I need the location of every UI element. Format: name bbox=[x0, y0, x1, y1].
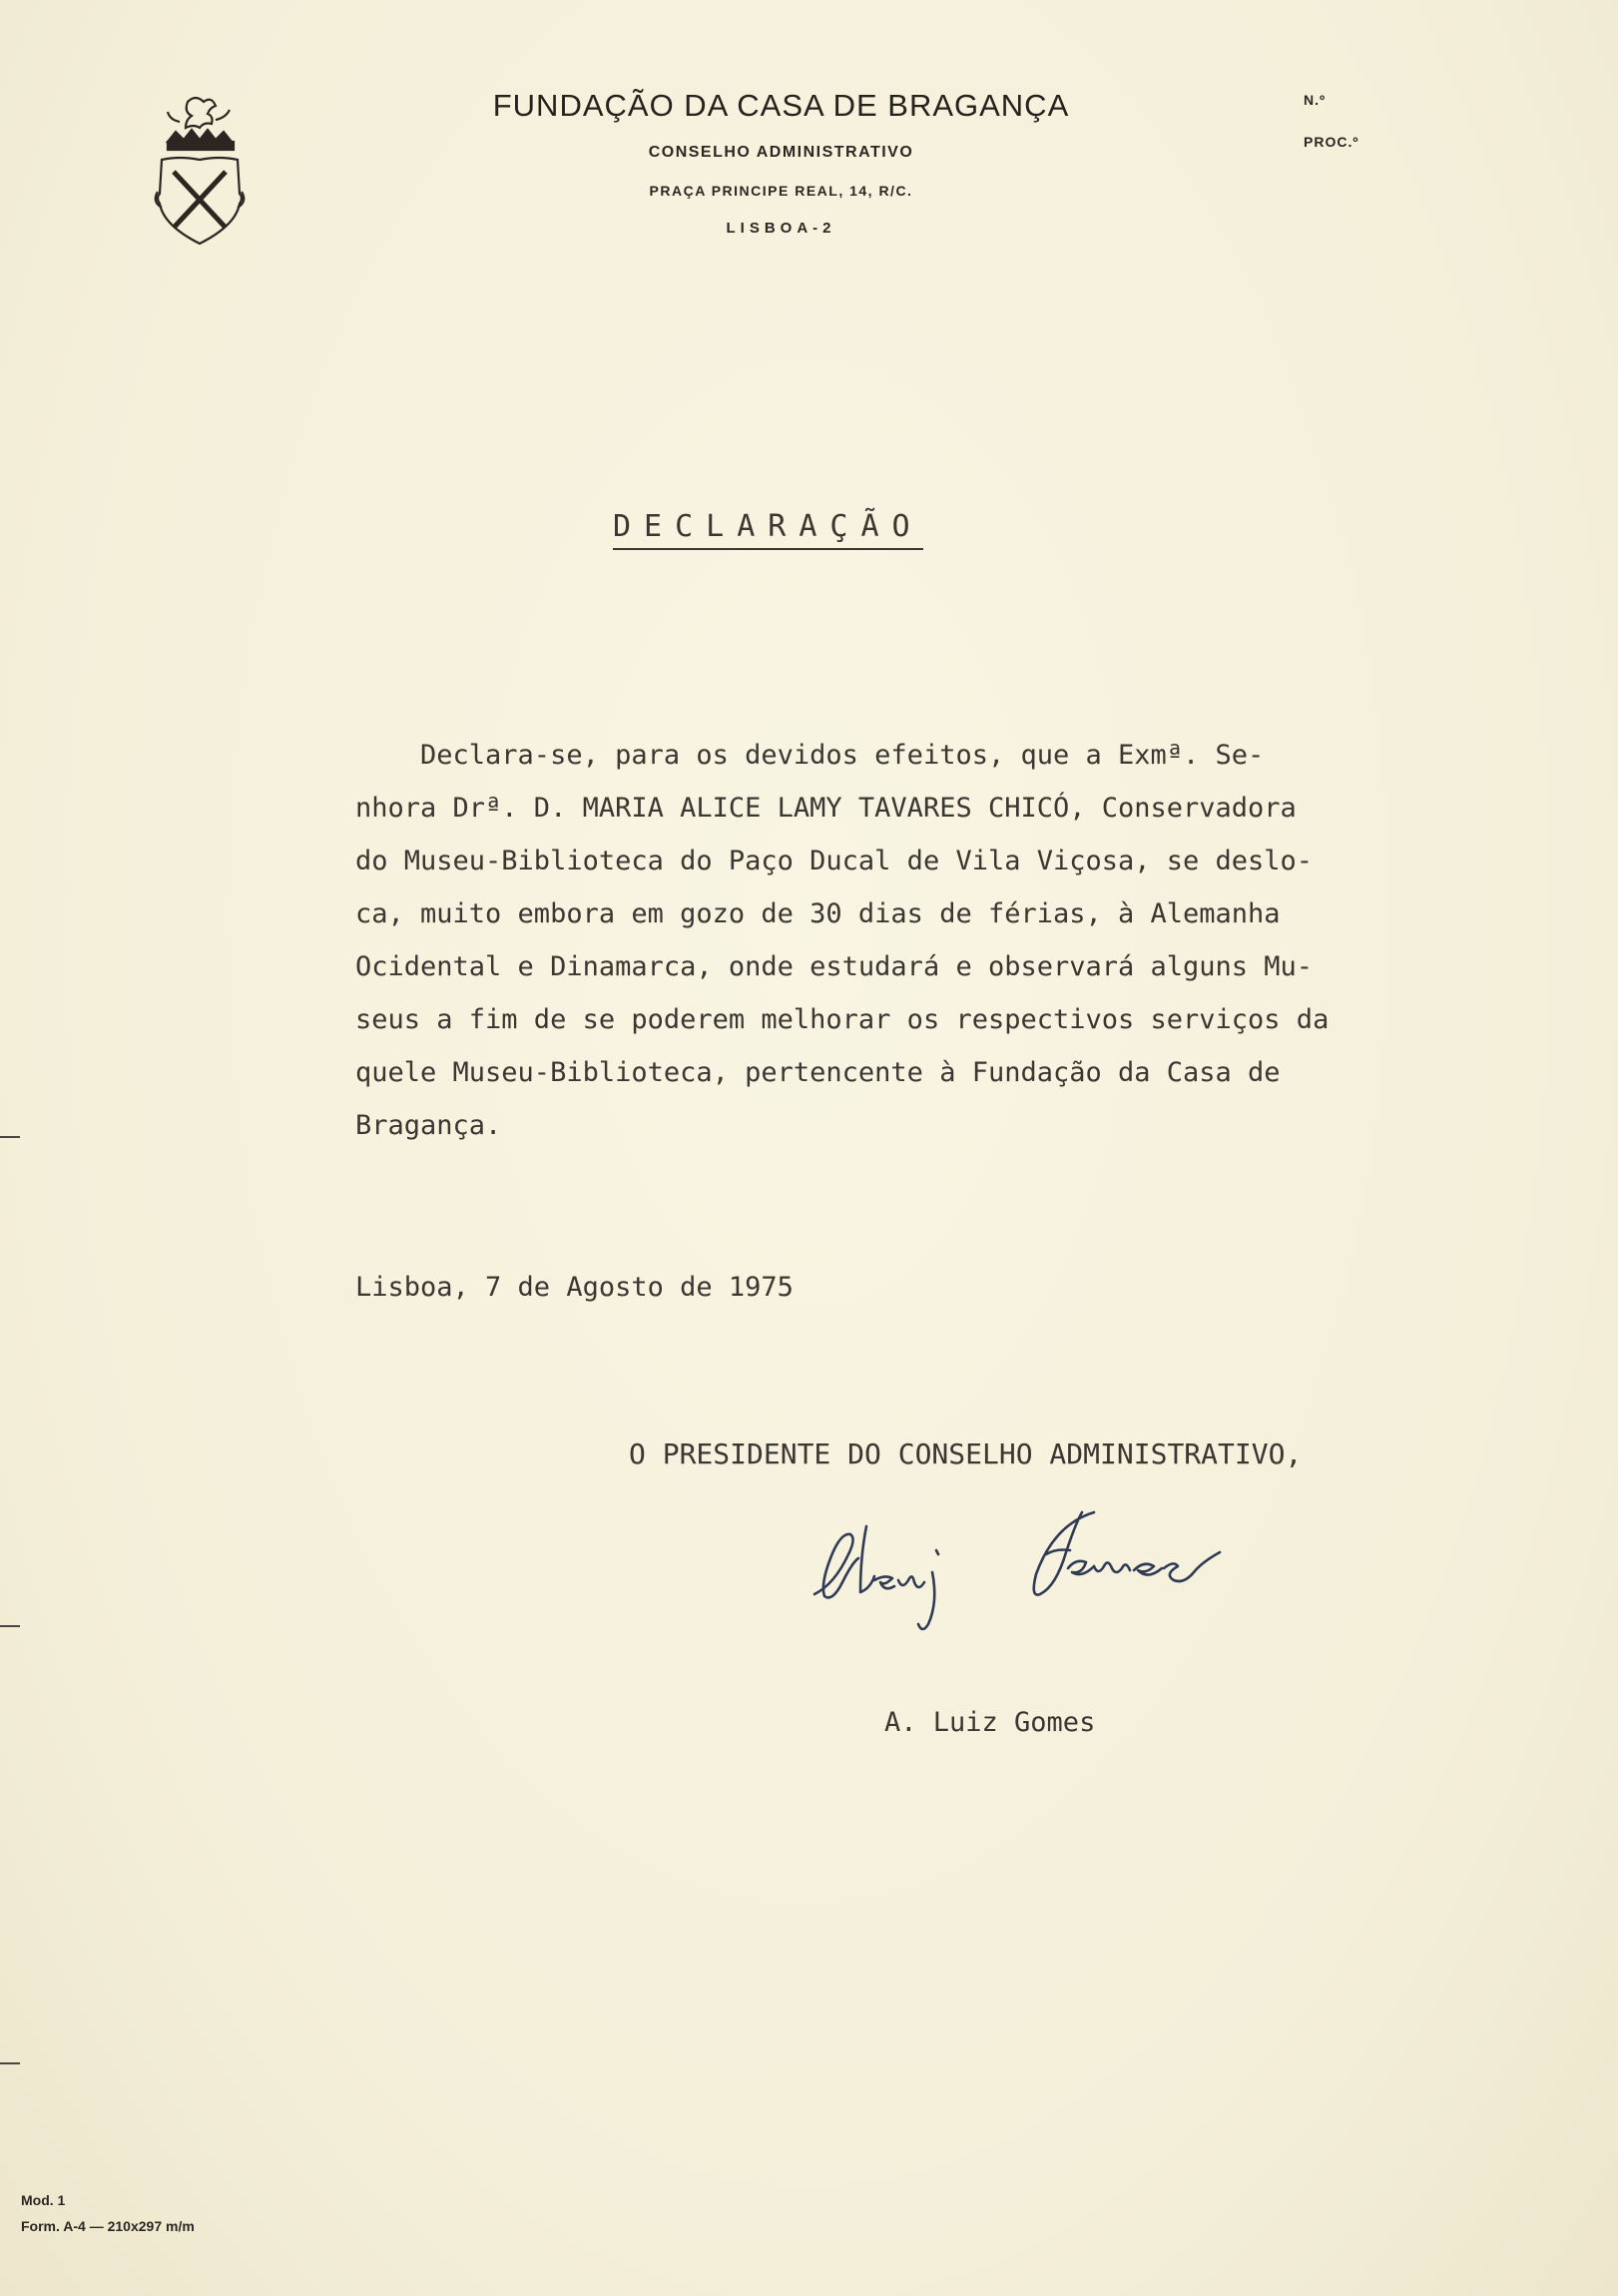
fold-mark bbox=[0, 1136, 20, 1138]
body-line: seus a fim de se poderem melhorar os respectivos serviços da bbox=[355, 1004, 1330, 1035]
form-model-label: Mod. 1 bbox=[21, 2192, 66, 2208]
body-line: Ocidental e Dinamarca, onde estudará e observará alguns Mu- bbox=[355, 951, 1314, 982]
body-line: ca, muito embora em gozo de 30 dias de férias, à Alemanha bbox=[355, 898, 1281, 929]
body-line: nhora Drª. D. MARIA ALICE LAMY TAVARES CHICÓ, Conservadora bbox=[355, 793, 1297, 824]
reference-number-label: N.º bbox=[1304, 92, 1327, 108]
organization-address: PRAÇA PRINCIPE REAL, 14, R/C. bbox=[649, 183, 913, 199]
process-number-label: PROC.º bbox=[1304, 134, 1359, 150]
organization-name: FUNDAÇÃO DA CASA DE BRAGANÇA bbox=[492, 88, 1070, 123]
form-code-label: Form. A-4 — 210x297 m/m bbox=[21, 2218, 195, 2234]
body-line: Bragança. bbox=[355, 1110, 502, 1141]
letterhead bbox=[379, 88, 1183, 237]
council-name: CONSELHO ADMINISTRATIVO bbox=[648, 144, 914, 161]
organization-city: LISBOA-2 bbox=[726, 220, 836, 237]
signer-name: A. Luiz Gomes bbox=[884, 1707, 1096, 1738]
crest-emblem-icon bbox=[150, 92, 250, 272]
handwritten-signature-icon bbox=[809, 1502, 1338, 1642]
body-line: do Museu-Biblioteca do Paço Ducal de Vila Viçosa, se deslo- bbox=[355, 846, 1314, 876]
fold-mark bbox=[0, 1625, 20, 1627]
document-title: DECLARAÇÃO bbox=[613, 509, 923, 550]
body-line: quele Museu-Biblioteca, pertencente à Fundação da Casa de bbox=[355, 1057, 1281, 1088]
date-line: Lisboa, 7 de Agosto de 1975 bbox=[355, 1272, 794, 1303]
body-line: Declara-se, para os devidos efeitos, que a Exmª. Se- bbox=[355, 740, 1265, 771]
signer-title: O PRESIDENTE DO CONSELHO ADMINISTRATIVO, bbox=[629, 1437, 1303, 1470]
fold-mark bbox=[0, 2062, 20, 2064]
